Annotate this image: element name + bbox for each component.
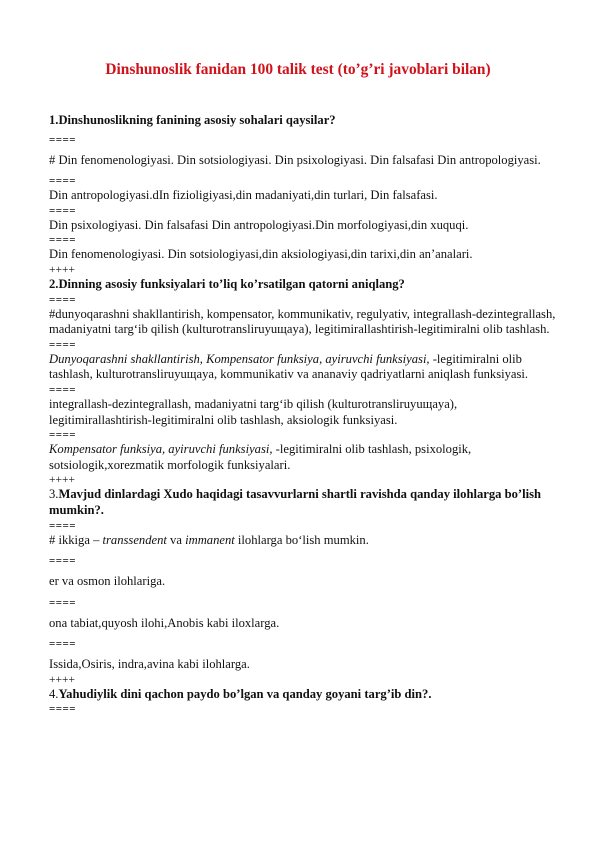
separator: ====: [49, 638, 77, 651]
q3-answer-correct-term1: transsendent: [102, 532, 167, 547]
q3-answer-4: Issida,Osiris, indra,avina kabi ilohlarga.: [49, 657, 250, 672]
q2-answer-2-italic: Dunyoqarashni shakllantirish, Kompensator funksiya, ayiruvchi funksiyasi,: [49, 351, 430, 366]
q1-answer-4: Din fenomenologiyasi. Din sotsiologiyasi,din aksiologiyasi,din tarixi,din an’analari.: [49, 247, 473, 262]
test-content: [49, 113, 559, 716]
q1-answer-2: Din antropologiyasi.dIn fizioligiyasi,din madaniyati,din turlari, Din falsafasi.: [49, 188, 438, 203]
separator: ====: [49, 338, 77, 351]
q2-answer-4-italic: Kompensator funksiya, ayiruvchi funksiyasi,: [49, 442, 273, 457]
question-2: 2.Dinning asosiy funksiyalari to’liq ko’rsatilgan qatorni aniqlang?: [49, 276, 405, 291]
q3-answer-3: ona tabiat,quyosh ilohi,Anobis kabi iloxlarga.: [49, 615, 280, 630]
q2-answer-4: [49, 442, 559, 473]
q1-answer-correct: # Din fenomenologiyasi. Din sotsiologiyasi. Din psixologiyasi. Din falsafasi Din antropologiyasi.: [49, 152, 541, 167]
separator: ====: [49, 234, 77, 247]
document-title: Dinshunoslik fanidan 100 talik test (to’g’ri javoblari bilan): [105, 61, 491, 78]
question-1: 1.Dinshunoslikning fanining asosiy sohalari qaysilar?: [49, 113, 336, 127]
separator: ====: [49, 429, 77, 442]
question-4-text: Yahudiylik dini qachon paydo bo’lgan va qanday goyani targ’ib din?.: [58, 686, 432, 701]
q3-answer-2: er va osmon ilohlariga.: [49, 574, 166, 589]
q2-answer-2: [49, 352, 559, 383]
separator: ====: [49, 293, 77, 306]
separator: ====: [49, 383, 77, 396]
question-end-marker: ++++: [49, 673, 75, 686]
q2-answer-correct: #dunyoqarashni shakllantirish, kompensator, kommunikativ, regulyativ, integrallash-dezintegrallash, madaniyatni targ‘ib qilish (kulturotransliruyuщaya), legitimirallashtirish-legitimiralni olib tashlash.: [49, 306, 556, 337]
question-3: [49, 487, 559, 518]
separator: ====: [49, 519, 77, 532]
separator: ====: [49, 555, 77, 568]
question-4: [49, 687, 559, 703]
question-end-marker: ++++: [49, 474, 75, 487]
separator: ====: [49, 204, 77, 217]
q1-answer-3: Din psixologiyasi. Din falsafasi Din antropologiyasi.Din morfologiyasi,din xuquqi.: [49, 217, 469, 232]
q3-answer-correct-pre: # ikkiga –: [49, 532, 103, 547]
question-4-number: 4.: [49, 686, 59, 701]
question-3-number: 3.: [49, 487, 59, 502]
q2-answer-2-rest: -legitimiralni olib tashlash, kulturotransliruyuщaya, kommunikativ va ananaviy qadriyatlarni aniqlash funksiyasi.: [49, 351, 529, 382]
q2-answer-3: integrallash-dezintegrallash, madaniyatni targ‘ib qilish (kulturotransliruyuщaya), legitimirallashtirish-legitimiralni olib tashlash, aksiologik funksiyasi.: [49, 396, 458, 427]
question-end-marker: ++++: [49, 263, 75, 276]
q2-answer-4-rest: -legitimiralni olib tashlash, psixologik, sotsiologik,xorezmatik morfologik funksiyalari.: [49, 442, 472, 472]
separator: ====: [49, 175, 77, 188]
q3-answer-correct-mid: va: [166, 532, 186, 547]
separator: ====: [49, 596, 77, 609]
question-3-text: Mavjud dinlardagi Xudo haqidagi tasavvurlarni shartli ravishda qanday ilohlarga bo’lish mumkin?.: [49, 487, 541, 517]
q3-answer-correct-post: ilohlarga bo‘lish mumkin.: [234, 532, 369, 547]
q3-answer-correct: [49, 533, 559, 549]
separator: ====: [49, 703, 77, 716]
q3-answer-correct-term2: immanent: [185, 532, 235, 547]
separator: ====: [49, 133, 77, 146]
